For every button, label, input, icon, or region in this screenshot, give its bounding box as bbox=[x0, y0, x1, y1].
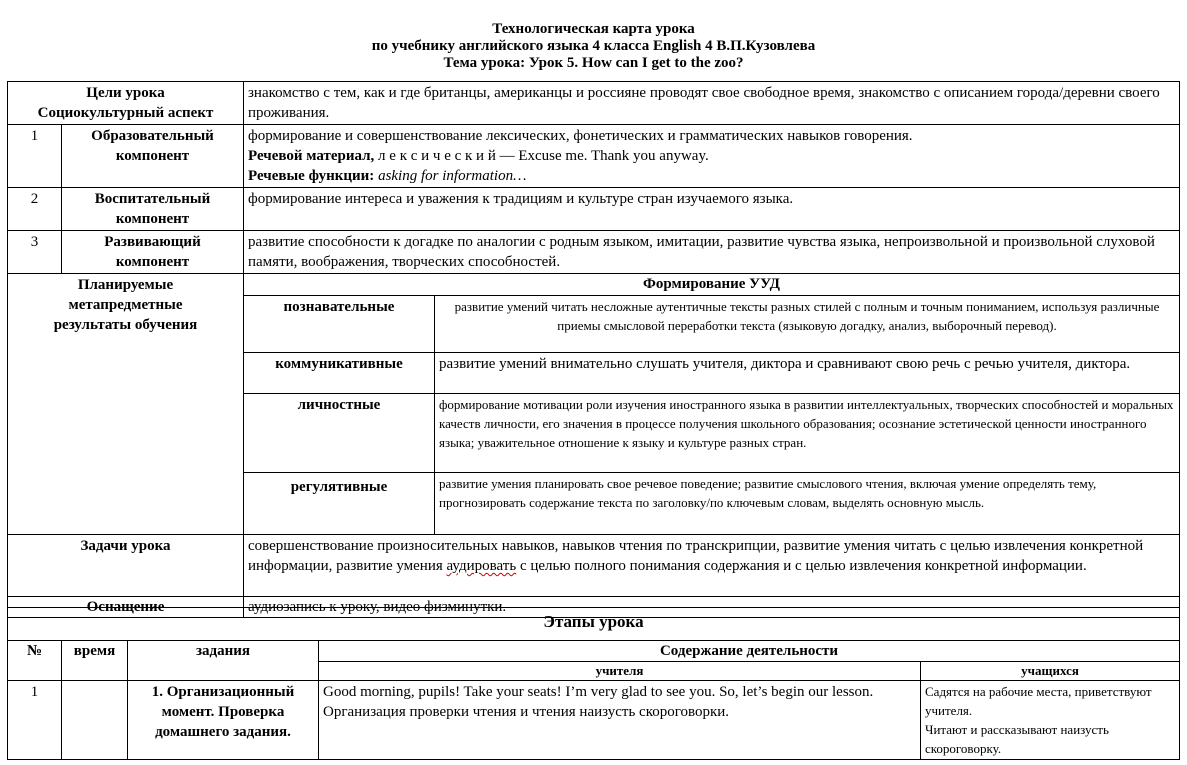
speech-material-label: Речевой материал, bbox=[248, 148, 375, 164]
col-time-header: время bbox=[62, 641, 128, 681]
col-num-header: № bbox=[8, 641, 62, 681]
stage-time bbox=[62, 681, 128, 760]
tasks-text-c: с целью полного понимания содержания и с целью извлечения конкретной информации. bbox=[516, 558, 1087, 574]
stages-header-row bbox=[8, 641, 1180, 662]
header-line-2: по учебнику английского языка 4 класса English 4 В.П.Кузовлева bbox=[371, 38, 816, 54]
stage-teacher-cell bbox=[319, 681, 921, 760]
tasks-row bbox=[8, 535, 1180, 597]
col-teacher-header: учителя bbox=[319, 662, 921, 681]
stage-students-text: Читают и рассказывают наизусть скороговорку. bbox=[925, 722, 1109, 756]
goals-row bbox=[8, 82, 1180, 125]
goals-label-cell bbox=[8, 82, 244, 125]
component-text: формирование и совершенствование лексических, фонетических и грамматических навыков говорения. bbox=[248, 128, 913, 144]
goals-text: знакомство с тем, как и где британцы, американцы и россияне проводят свое свободное время, знакомство с описанием города/деревни своего проживания. bbox=[244, 82, 1180, 125]
col-students-header: учащихся bbox=[921, 662, 1180, 681]
document-header bbox=[0, 0, 1187, 72]
stages-title: Этапы урока bbox=[8, 608, 1180, 641]
results-label: Планируемые метапредметные результаты обучения bbox=[8, 274, 244, 535]
uud-header: Формирование УУД bbox=[244, 274, 1180, 296]
component-label: Воспитательный компонент bbox=[62, 188, 244, 231]
col-tasks-header: задания bbox=[128, 641, 319, 681]
stage-num: 1 bbox=[8, 681, 62, 760]
component-text: формирование интереса и уважения к традициям и культуре стран изучаемого языка. bbox=[244, 188, 1180, 231]
speech-functions-text: asking for information… bbox=[374, 168, 527, 184]
stages-title-row bbox=[8, 608, 1180, 641]
equipment-label: Оснащение bbox=[8, 597, 244, 618]
stage-task: 1. Организационный момент. Проверка домашнего задания. bbox=[128, 681, 319, 760]
component-row bbox=[8, 188, 1180, 231]
component-text: развитие способности к догадке по аналогии с родным языком, имитации, развитие чувства языка, непроизвольной и произвольной слуховой памяти, воображения, творческих способностей. bbox=[244, 231, 1180, 274]
speech-functions-label: Речевые функции: bbox=[248, 168, 375, 184]
col-content-header: Содержание деятельности bbox=[319, 641, 1180, 662]
uud-name: познавательные bbox=[244, 296, 435, 353]
stages-table bbox=[7, 607, 1180, 760]
component-row bbox=[8, 125, 1180, 188]
header-line-3: Тема урока: Урок 5. How can I get to the zoo? bbox=[443, 55, 744, 71]
header-line-1: Технологическая карта урока bbox=[492, 21, 695, 37]
component-row bbox=[8, 231, 1180, 274]
tasks-label: Задачи урока bbox=[8, 535, 244, 597]
component-num: 2 bbox=[8, 188, 62, 231]
tasks-text-a: совершенствование произносительных навыков, навыков чтения по транскрипции, развитие умения читать с целью извлечения конкретной информации, развитие умения bbox=[248, 538, 1144, 574]
component-num: 1 bbox=[8, 125, 62, 188]
uud-name: коммуникативные bbox=[244, 353, 435, 394]
stage-teacher-text: Good morning, pupils! Take your seats! I’m very glad to see you. So, let’s begin our lesson. bbox=[323, 684, 874, 700]
lesson-plan-table bbox=[7, 81, 1180, 618]
uud-text: формирование мотивации роли изучения иностранного языка в развитии интеллектуальных, творческих способностей и моральных качеств личности, его значения в процессе получения школьного образования; осознание эстетической ценности иностранного языка; уважительное отношение к языку и культуре разных стран. bbox=[435, 394, 1180, 473]
component-num: 3 bbox=[8, 231, 62, 274]
uud-name: личностные bbox=[244, 394, 435, 473]
goals-label: Цели урока bbox=[86, 85, 165, 101]
uud-text: развитие умений внимательно слушать учителя, диктора и сравнивают свою речь с речью учителя, диктора. bbox=[435, 353, 1180, 394]
stage-teacher-text: Организация проверки чтения и чтения наизусть скороговорки. bbox=[323, 704, 730, 720]
uud-header-row bbox=[8, 274, 1180, 296]
stage-students-text: Садятся на рабочие места, приветствуют учителя. bbox=[925, 684, 1152, 718]
uud-name: регулятивные bbox=[244, 473, 435, 535]
tasks-text-cell bbox=[244, 535, 1180, 597]
tasks-text-b: аудировать bbox=[446, 558, 517, 574]
stage-row bbox=[8, 681, 1180, 760]
uud-text: развитие умений читать несложные аутентичные тексты разных стилей с полным и точным пониманием, используя различные приемы смысловой переработки текста (языковую догадку, анализ, выборочный перевод). bbox=[435, 296, 1180, 353]
stage-students-cell bbox=[921, 681, 1180, 760]
component-label: Развивающий компонент bbox=[62, 231, 244, 274]
sociocultural-label: Социокультурный аспект bbox=[37, 105, 214, 121]
speech-material-text: л е к с и ч е с к и й — Excuse me. Thank you anyway. bbox=[374, 148, 709, 164]
component-text-cell bbox=[244, 125, 1180, 188]
component-label: Образовательный компонент bbox=[62, 125, 244, 188]
equipment-text: аудиозапись к уроку, видео физминутки. bbox=[244, 597, 1180, 618]
uud-text: развитие умения планировать свое речевое поведение; развитие смыслового чтения, включая умение определять тему, прогнозировать содержание текста по заголовку/по ключевым словам, выделять основную мысль. bbox=[435, 473, 1180, 535]
